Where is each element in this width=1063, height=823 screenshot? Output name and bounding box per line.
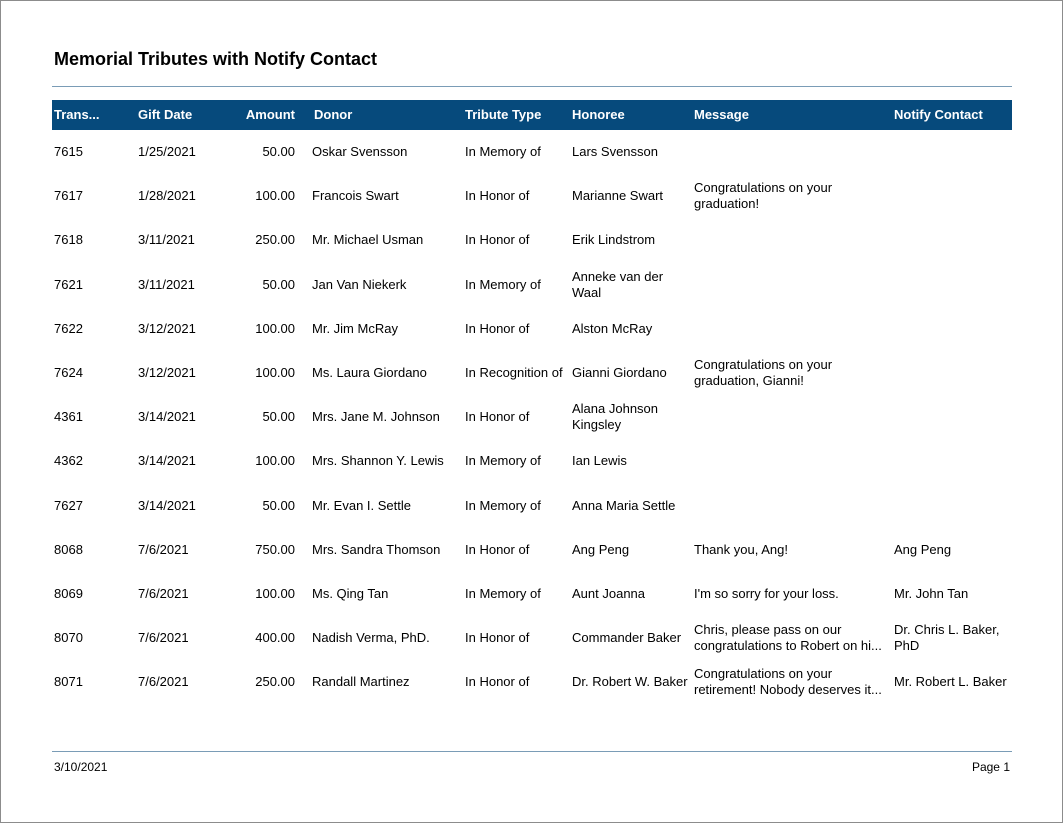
cell-tribute-type: In Honor of bbox=[465, 674, 530, 690]
cell-tribute-type: In Memory of bbox=[465, 276, 541, 292]
cell-tribute-type: In Honor of bbox=[465, 320, 530, 336]
cell-amount: 100.00 bbox=[255, 585, 295, 601]
cell-notify-contact: Mr. John Tan bbox=[894, 585, 969, 601]
cell-honoree: Gianni Giordano bbox=[572, 365, 667, 381]
table-header bbox=[52, 100, 1012, 130]
footer-rule bbox=[52, 751, 1012, 752]
cell-message: Congratulations on your graduation, Gianni! bbox=[694, 357, 833, 389]
cell-message: Congratulations on your retirement! Nobody deserves it... bbox=[694, 666, 882, 698]
cell-trans: 7622 bbox=[54, 320, 83, 336]
cell-amount: 750.00 bbox=[255, 541, 295, 557]
cell-donor: Francois Swart bbox=[312, 188, 399, 204]
table-row[interactable] bbox=[52, 572, 1012, 616]
cell-donor: Mrs. Sandra Thomson bbox=[312, 541, 441, 557]
col-amount[interactable]: Amount bbox=[245, 107, 295, 122]
cell-tribute-type: In Honor of bbox=[465, 541, 530, 557]
cell-amount: 100.00 bbox=[255, 320, 295, 336]
footer-page-number: Page 1 bbox=[971, 760, 1010, 774]
cell-gift-date: 1/25/2021 bbox=[138, 144, 196, 160]
col-trans[interactable]: Trans... bbox=[54, 107, 100, 122]
col-message[interactable]: Message bbox=[694, 107, 749, 122]
cell-donor: Mr. Michael Usman bbox=[312, 232, 424, 248]
cell-trans: 7627 bbox=[54, 497, 83, 513]
cell-tribute-type: In Memory of bbox=[465, 144, 541, 160]
cell-tribute-type: In Honor of bbox=[465, 630, 530, 646]
cell-gift-date: 3/12/2021 bbox=[138, 365, 196, 381]
report-title: Memorial Tributes with Notify Contact bbox=[54, 49, 378, 69]
cell-amount: 250.00 bbox=[255, 232, 295, 248]
table-row[interactable] bbox=[52, 174, 1012, 218]
cell-honoree: Aunt Joanna bbox=[572, 585, 646, 601]
cell-gift-date: 3/14/2021 bbox=[138, 409, 196, 425]
cell-amount: 50.00 bbox=[262, 409, 295, 425]
cell-honoree: Commander Baker bbox=[572, 630, 682, 646]
col-tribute-type[interactable]: Tribute Type bbox=[465, 107, 542, 122]
cell-notify-contact: Ang Peng bbox=[894, 541, 952, 557]
cell-trans: 7617 bbox=[54, 188, 83, 204]
cell-gift-date: 7/6/2021 bbox=[138, 674, 189, 690]
cell-donor: Nadish Verma, PhD. bbox=[312, 630, 430, 646]
cell-gift-date: 7/6/2021 bbox=[138, 541, 189, 557]
cell-donor: Mrs. Shannon Y. Lewis bbox=[312, 453, 444, 469]
table-row[interactable] bbox=[52, 130, 1012, 174]
table-row[interactable] bbox=[52, 351, 1012, 395]
cell-tribute-type: In Honor of bbox=[465, 409, 530, 425]
cell-message: Chris, please pass on our congratulations to Robert on hi... bbox=[694, 622, 882, 654]
col-donor[interactable]: Donor bbox=[314, 107, 353, 122]
table-row[interactable] bbox=[52, 660, 1012, 704]
cell-amount: 50.00 bbox=[262, 497, 295, 513]
cell-honoree: Dr. Robert W. Baker bbox=[572, 674, 688, 690]
cell-donor: Ms. Qing Tan bbox=[312, 585, 389, 601]
cell-trans: 4362 bbox=[54, 453, 83, 469]
cell-trans: 7618 bbox=[54, 232, 83, 248]
cell-trans: 8070 bbox=[54, 630, 83, 646]
cell-gift-date: 7/6/2021 bbox=[138, 630, 189, 646]
col-notify-contact[interactable]: Notify Contact bbox=[894, 107, 983, 122]
cell-honoree: Ang Peng bbox=[572, 541, 630, 557]
cell-trans: 7615 bbox=[54, 144, 83, 160]
table-row[interactable] bbox=[52, 263, 1012, 307]
cell-trans: 4361 bbox=[54, 409, 83, 425]
cell-trans: 8071 bbox=[54, 674, 83, 690]
cell-amount: 100.00 bbox=[255, 188, 295, 204]
table-row[interactable] bbox=[52, 528, 1012, 572]
cell-message: I'm so sorry for your loss. bbox=[694, 585, 839, 601]
tributes-table bbox=[52, 100, 1012, 704]
cell-gift-date: 3/14/2021 bbox=[138, 453, 196, 469]
cell-donor: Oskar Svensson bbox=[312, 144, 408, 160]
cell-amount: 400.00 bbox=[255, 630, 295, 646]
col-gift-date[interactable]: Gift Date bbox=[138, 107, 193, 122]
cell-honoree: Alston McRay bbox=[572, 320, 653, 336]
table-row[interactable] bbox=[52, 395, 1012, 439]
table-row[interactable] bbox=[52, 218, 1012, 262]
cell-honoree: Anna Maria Settle bbox=[572, 497, 676, 513]
cell-honoree: Ian Lewis bbox=[572, 453, 627, 469]
cell-amount: 100.00 bbox=[255, 453, 295, 469]
table-row[interactable] bbox=[52, 616, 1012, 660]
table-row[interactable] bbox=[52, 484, 1012, 528]
cell-trans: 7624 bbox=[54, 365, 83, 381]
cell-donor: Jan Van Niekerk bbox=[312, 276, 407, 292]
cell-notify-contact: Mr. Robert L. Baker bbox=[894, 674, 1007, 690]
cell-amount: 50.00 bbox=[262, 276, 295, 292]
cell-tribute-type: In Recognition of bbox=[465, 365, 563, 381]
cell-message: Congratulations on your graduation! bbox=[694, 180, 833, 212]
cell-amount: 50.00 bbox=[262, 144, 295, 160]
cell-amount: 250.00 bbox=[255, 674, 295, 690]
cell-donor: Mr. Evan I. Settle bbox=[312, 497, 411, 513]
cell-donor: Mr. Jim McRay bbox=[312, 320, 398, 336]
cell-honoree: Anneke van der Waal bbox=[572, 268, 664, 300]
cell-gift-date: 3/11/2021 bbox=[138, 276, 195, 292]
cell-tribute-type: In Honor of bbox=[465, 188, 530, 204]
cell-donor: Randall Martinez bbox=[312, 674, 410, 690]
cell-notify-contact: Dr. Chris L. Baker, PhD bbox=[894, 622, 1000, 654]
cell-gift-date: 3/14/2021 bbox=[138, 497, 196, 513]
cell-gift-date: 1/28/2021 bbox=[138, 188, 196, 204]
cell-honoree: Marianne Swart bbox=[572, 188, 664, 204]
cell-trans: 8068 bbox=[54, 541, 83, 557]
cell-gift-date: 3/12/2021 bbox=[138, 320, 196, 336]
col-honoree[interactable]: Honoree bbox=[572, 107, 625, 122]
cell-honoree: Lars Svensson bbox=[572, 144, 658, 160]
table-row[interactable] bbox=[52, 307, 1012, 351]
table-body bbox=[52, 130, 1012, 704]
cell-donor: Ms. Laura Giordano bbox=[312, 365, 427, 381]
cell-gift-date: 3/11/2021 bbox=[138, 232, 195, 248]
cell-gift-date: 7/6/2021 bbox=[138, 585, 189, 601]
cell-honoree: Alana Johnson Kingsley bbox=[572, 401, 659, 433]
cell-tribute-type: In Memory of bbox=[465, 497, 541, 513]
cell-trans: 8069 bbox=[54, 585, 83, 601]
cell-tribute-type: In Memory of bbox=[465, 585, 541, 601]
cell-trans: 7621 bbox=[54, 276, 83, 292]
cell-tribute-type: In Memory of bbox=[465, 453, 541, 469]
cell-tribute-type: In Honor of bbox=[465, 232, 530, 248]
header-rule bbox=[52, 86, 1012, 87]
cell-amount: 100.00 bbox=[255, 365, 295, 381]
cell-message: Thank you, Ang! bbox=[694, 541, 788, 557]
cell-honoree: Erik Lindstrom bbox=[572, 232, 656, 248]
cell-donor: Mrs. Jane M. Johnson bbox=[312, 409, 440, 425]
table-row[interactable] bbox=[52, 439, 1012, 483]
footer-date: 3/10/2021 bbox=[54, 760, 108, 774]
